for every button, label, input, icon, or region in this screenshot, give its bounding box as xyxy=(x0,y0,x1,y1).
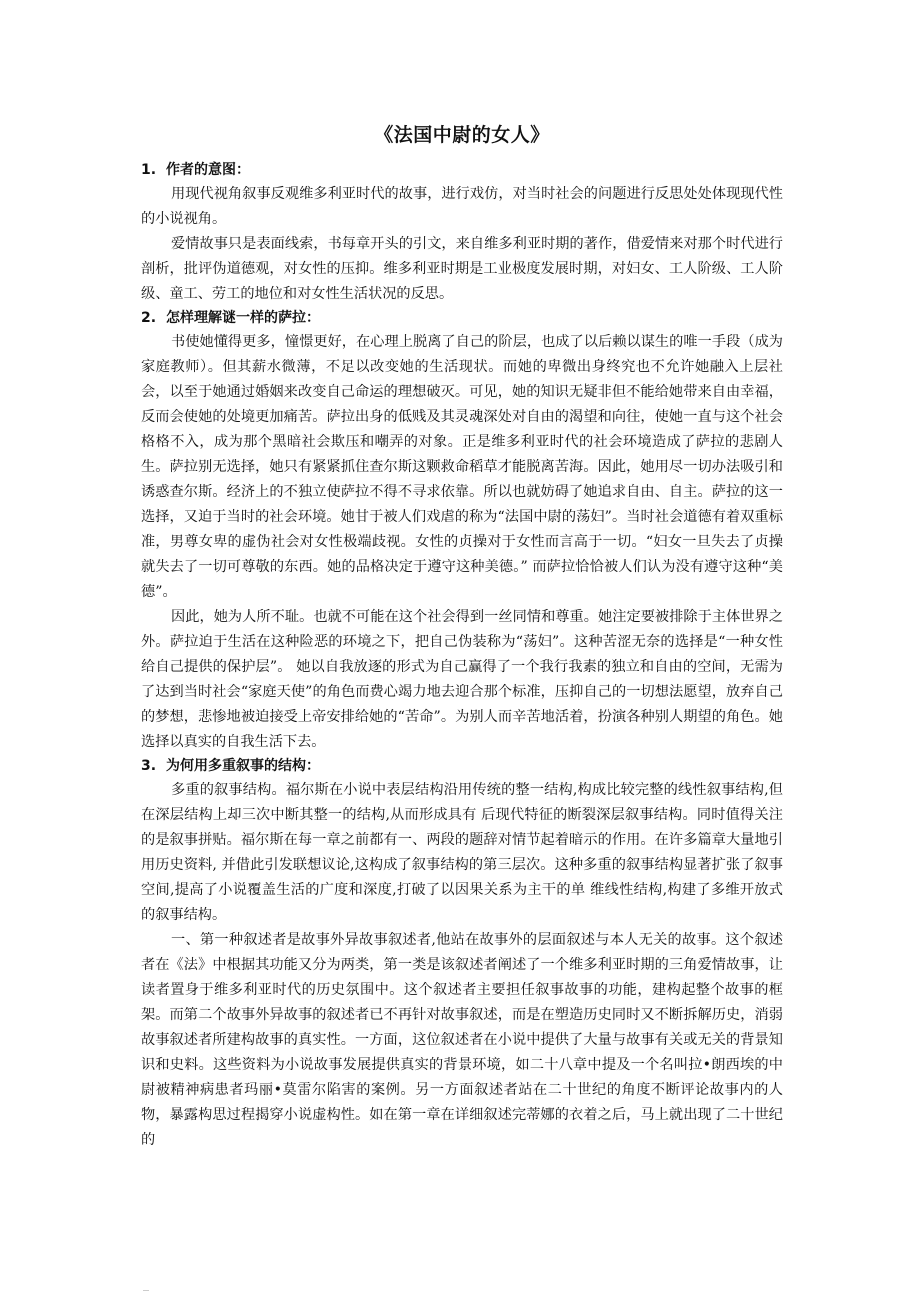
section-sarah xyxy=(141,307,783,755)
paragraph: 爱情故事只是表面线索，书每章开头的引文，来自维多利亚时期的著作，借爱情来对那个时代进行剖析，批评伪道德观，对女性的压抑。维多利亚时期是工业极度发展时期，对妇女、工人阶级、工人阶级、童工、劳工的地位和对女性生活状况的反思。 xyxy=(141,236,783,302)
paragraph: 因此，她为人所不耻。也就不可能在这个社会得到一丝同情和尊重。她注定要被排除于主体世界之外。萨拉迫于生活在这种险恶的环境之下，把自己伪装称为“荡妇”。这种苦涩无奈的选择是“一种女性给自己提供的保护层”。 她以自我放逐的形式为自己赢得了一个我行我素的独立和自由的空间，无需为了达到当时社会“家庭天使”的角色而费心竭力地去迎合那个标准，压抑自己的一切想法愿望，放弃自己的梦想，悲惨地被迫接受上帝安排给她的“苦命”。为别人而辛苦地活着，扮演各种别人期望的角色。她选择以真实的自我生活下去。 xyxy=(141,609,783,750)
page-footer-mark xyxy=(143,1290,149,1291)
section-heading xyxy=(141,755,783,778)
section-authors-intent xyxy=(141,159,783,307)
document-body xyxy=(141,120,783,1153)
paragraph: 书使她懂得更多，憧憬更好，在心理上脱离了自己的阶层，也成了以后赖以谋生的唯一手段（成为家庭教师）。但其薪水微薄，不足以改变她的生活现状。而她的卑微出身终究也不允许她融入上层社会，以至于她通过婚姻来改变自己命运的理想破灭。可见，她的知识无疑非但不能给她带来自由幸福，反而会使她的处境更加痛苦。萨拉出身的低贱及其灵魂深处对自由的渴望和向往，使她一直与这个社会格格不入，成为那个黑暗社会欺压和嘲弄的对象。正是维多利亚时代的社会环境造成了萨拉的悲剧人生。萨拉别无选择，她只有紧紧抓住查尔斯这颗救命稻草才能脱离苦海。因此，她用尽一切办法吸引和诱惑查尔斯。经济上的不独立使萨拉不得不寻求依靠。所以也就妨碍了她追求自由、自主。萨拉的这一选择，又迫于当时的社会环境。她甘于被人们戏虐的称为“法国中尉的荡妇”。当时社会道德有着双重标准，男尊女卑的虚伪社会对女性极端歧视。女性的贞操对于女性而言高于一切。“妇女一旦失去了贞操就失去了一切可尊敬的东西。她的品格决定于遵守这种美德。” 而萨拉恰恰被人们认为没有遵守这种“美德”。 xyxy=(141,334,783,600)
section-heading-text: 为何用多重叙事的结构： xyxy=(166,758,320,774)
section-heading-text: 怎样理解谜一样的萨拉： xyxy=(166,310,320,326)
paragraph: 用现代视角叙事反观维多利亚时代的故事，进行戏仿，对当时社会的问题进行反思处处体现现代性的小说视角。 xyxy=(141,186,783,227)
document-title: 《法国中尉的女人》 xyxy=(374,124,550,146)
section-heading xyxy=(141,307,783,330)
paragraph: 多重的叙事结构。福尔斯在小说中表层结构沿用传统的整一结构,构成比较完整的线性叙事结构,但在深层结构上却三次中断其整一的结构,从而形成具有 后现代特征的断裂深层叙事结构。同时值得关注的是叙事拼贴。福尔斯在每一章之前都有一、两段的题辞对情节起着暗示的作用。在许多篇章大量地引用历史资料, 并借此引发联想议论,这构成了叙事结构的第三层次。这种多重的叙事结构显著扩张了叙事空间,提高了小说覆盖生活的广度和深度,打破了以因果关系为主干的单 维线性结构,构建了多维开放式的叙事结构。 xyxy=(141,782,783,923)
section-number: 1. xyxy=(141,162,157,178)
section-number: 2. xyxy=(141,310,157,326)
section-number: 3. xyxy=(141,758,157,774)
paragraph: 一、第一种叙述者是故事外异故事叙述者,他站在故事外的层面叙述与本人无关的故事。这个叙述者在《法》中根据其功能又分为两类，第一类是该叙述者阐述了一个维多利亚时期的三角爱情故事，让读者置身于维多利亚时代的历史氛围中。这个叙述者主要担任叙事故事的功能，建构起整个故事的框架。而第二个故事外异故事的叙述者已不再针对故事叙述，而是在塑造历史同时又不断拆解历史，消弱故事叙述者所建构故事的真实性。一方面，这位叙述者在小说中提供了大量与故事有关或无关的背景知识和史料。这些资料为小说故事发展提供真实的背景环境，如二十八章中提及一个名叫拉•朗西埃的中尉被精神病患者玛丽•莫雷尔陷害的案例。另一方面叙述者站在二十世纪的角度不断评论故事内的人物，暴露构思过程揭穿小说虚构性。如在第一章在详细叙述完蒂娜的衣着之后，马上就出现了二十世纪的 xyxy=(141,932,783,1148)
section-narrative-structure xyxy=(141,755,783,1153)
section-heading xyxy=(141,159,783,182)
section-heading-text: 作者的意图： xyxy=(166,162,250,178)
